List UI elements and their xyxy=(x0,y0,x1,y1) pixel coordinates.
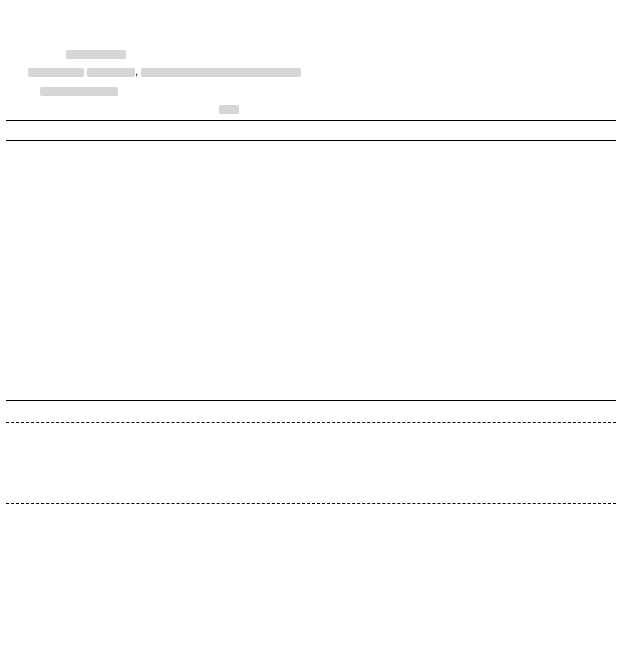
sifdel-line xyxy=(66,48,126,60)
redacted-value xyxy=(87,68,135,77)
section-dashed-rule xyxy=(6,503,616,504)
redacted-value xyxy=(66,50,126,59)
redacted-value xyxy=(141,68,301,77)
total-dashed-rule xyxy=(6,422,616,423)
emso-line xyxy=(40,85,118,97)
redacted-value xyxy=(28,68,84,77)
redacted-value xyxy=(40,87,118,96)
redacted-value xyxy=(219,105,239,114)
section-rule xyxy=(6,400,616,401)
header-rule xyxy=(6,120,616,121)
header-rule-bottom xyxy=(6,140,616,141)
delavec-line: , xyxy=(28,66,301,78)
izstop-line xyxy=(219,103,239,115)
